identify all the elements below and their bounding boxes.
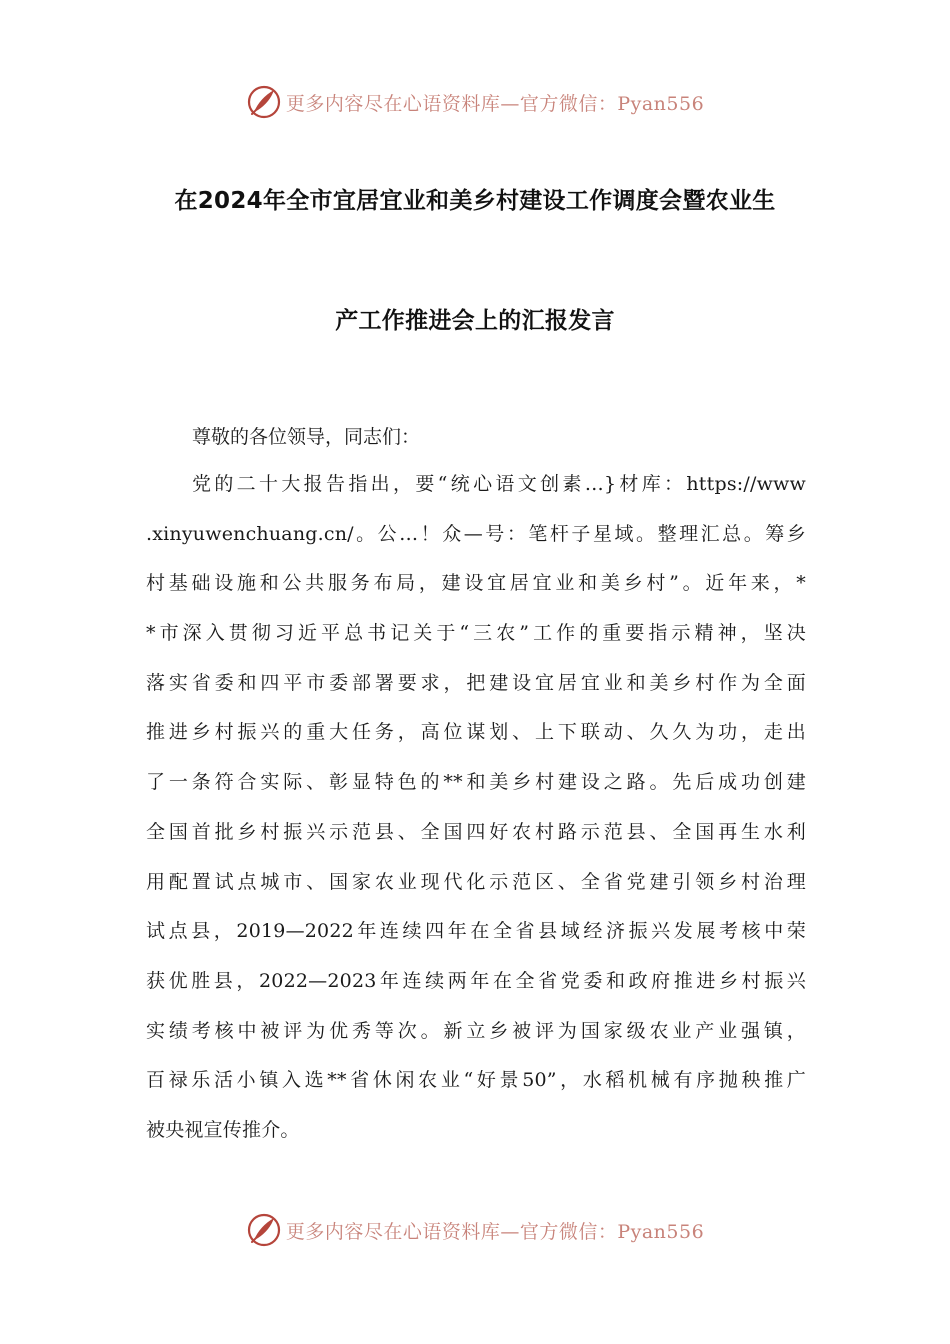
watermark-banner-bottom bbox=[0, 1210, 950, 1250]
body-line: 用配置试点城市、国家农业现代化示范区、全省党建引领乡村治理 bbox=[146, 870, 806, 893]
body-line-last: 被央视宣传推介。 bbox=[146, 1118, 300, 1141]
body-line: 推进乡村振兴的重大任务，高位谋划、上下联动、久久为功，走出 bbox=[146, 721, 806, 744]
watermark-text: 更多内容尽在心语资料库—官方微信：Pyan556 bbox=[285, 1220, 705, 1243]
watermark-banner-top bbox=[0, 82, 950, 122]
body-line: 获优胜县，2022—2023年连续两年在全省党委和政府推进乡村振兴 bbox=[146, 969, 806, 992]
body-line: 村基础设施和公共服务布局，建设宜居宜业和美乡村”。近年来，* bbox=[146, 572, 806, 595]
body-paragraph bbox=[146, 460, 806, 1156]
body-line: .xinyuwenchuang.cn/。公…！众—号：笔杆子星域。整理汇总。筹乡 bbox=[146, 522, 806, 545]
body-line: *市深入贯彻习近平总书记关于“三农”工作的重要指示精神，坚决 bbox=[146, 622, 806, 645]
body-line: 党的二十大报告指出，要“统心语文创素…}材库：https://www bbox=[192, 473, 806, 495]
body-line: 落实省委和四平市委部署要求，把建设宜居宜业和美乡村作为全面 bbox=[146, 671, 806, 694]
watermark-text: 更多内容尽在心语资料库—官方微信：Pyan556 bbox=[285, 92, 705, 115]
body-line: 百禄乐活小镇入选**省休闲农业“好景50”，水稻机械有序抛秧推广 bbox=[146, 1069, 806, 1092]
body-line: 实绩考核中被评为优秀等次。新立乡被评为国家级农业产业强镇， bbox=[146, 1019, 806, 1042]
document-title-line-1: 在2024年全市宜居宜业和美乡村建设工作调度会暨农业生 bbox=[174, 188, 776, 214]
document-title-line-2: 产工作推进会上的汇报发言 bbox=[335, 308, 615, 334]
salutation: 尊敬的各位领导，同志们： bbox=[192, 426, 421, 448]
quill-logo-icon bbox=[246, 1212, 282, 1248]
body-line: 试点县，2019—2022年连续四年在全省县域经济振兴发展考核中荣 bbox=[146, 920, 806, 943]
quill-logo-icon bbox=[246, 84, 282, 120]
body-line: 全国首批乡村振兴示范县、全国四好农村路示范县、全国再生水利 bbox=[146, 820, 806, 843]
body-line: 了一条符合实际、彰显特色的**和美乡村建设之路。先后成功创建 bbox=[146, 771, 806, 794]
